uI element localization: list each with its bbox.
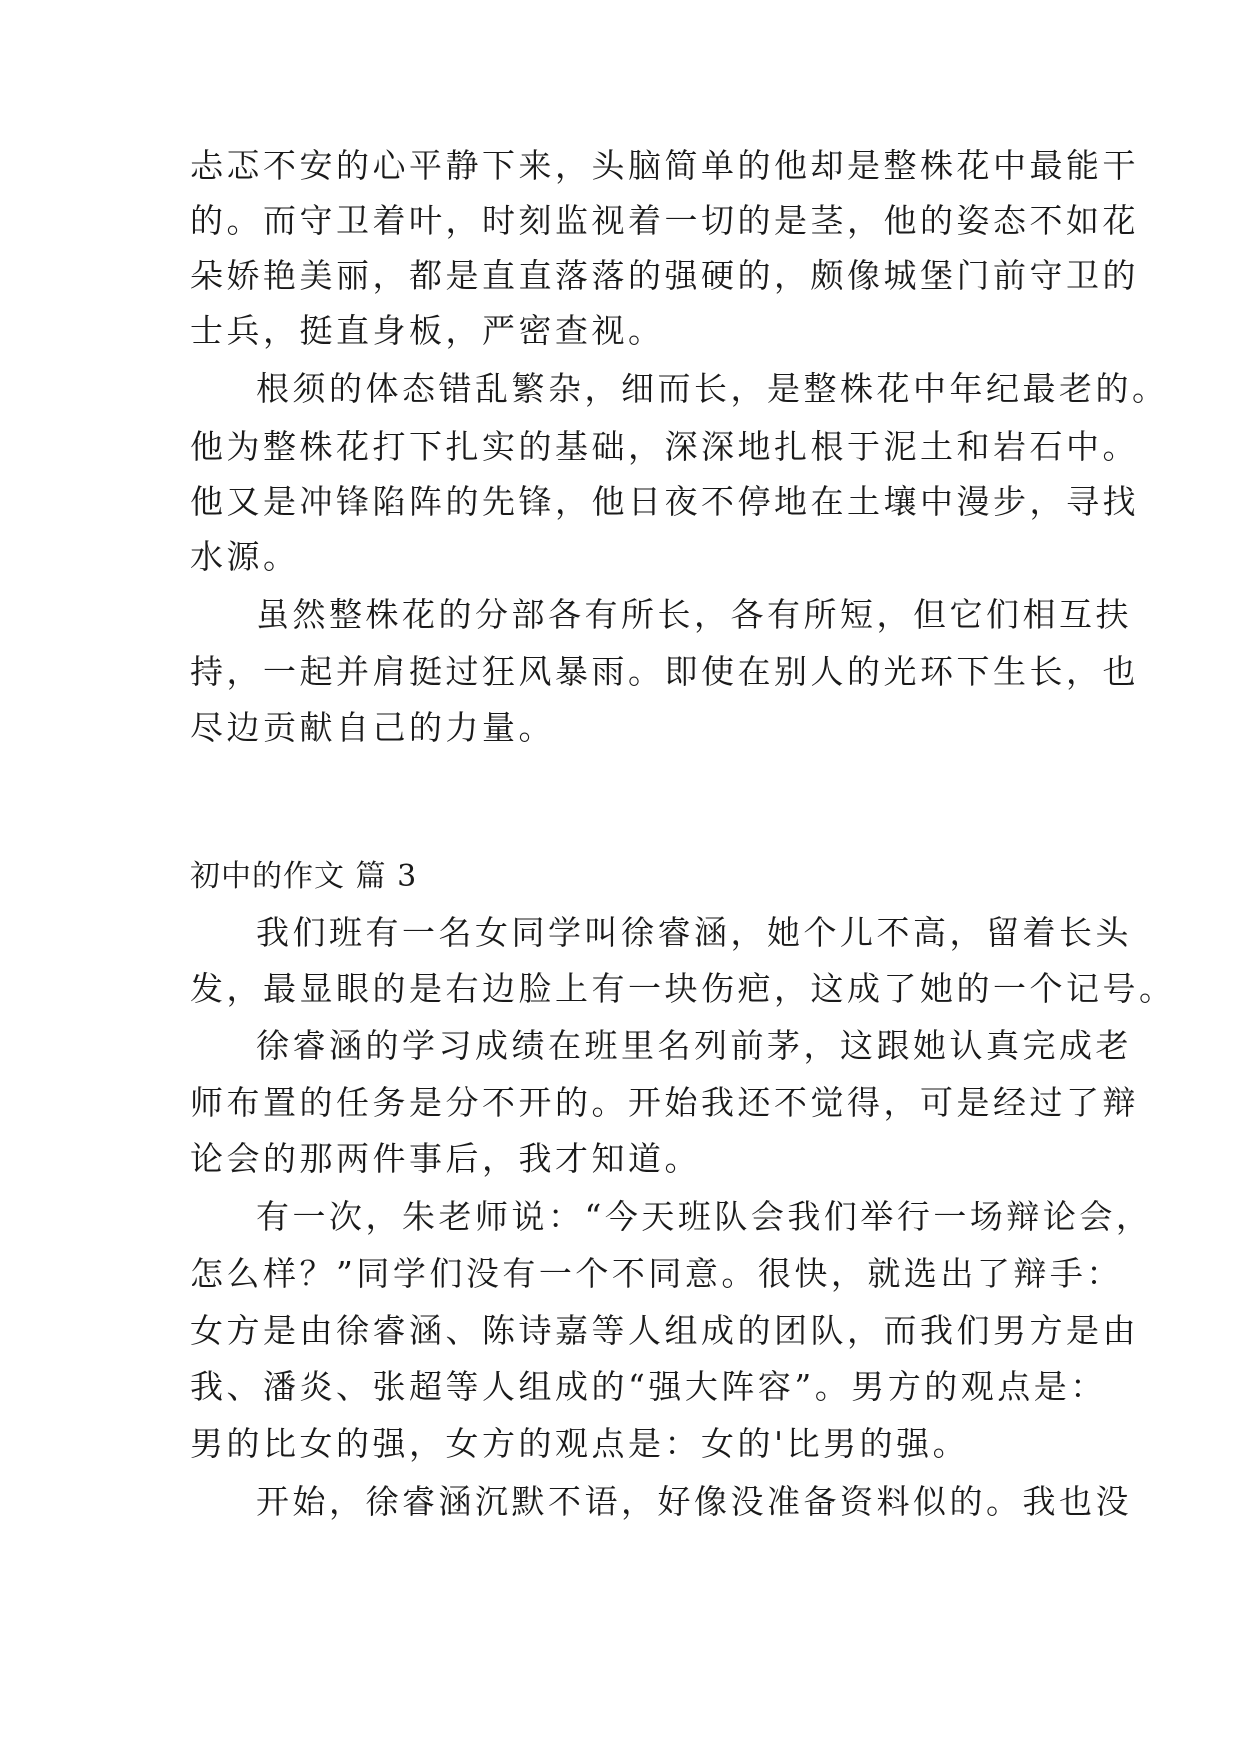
- text-line: 士兵，挺直身板，严密查视。: [190, 311, 665, 350]
- text-line: 师布置的任务是分不开的。开始我还不觉得，可是经过了辩: [190, 1083, 1139, 1122]
- text-line: 我、潘炎、张超等人组成的“强大阵容”。男方的观点是：: [190, 1367, 1107, 1406]
- text-line: 的。而守卫着叶，时刻监视着一切的是茎，他的姿态不如花: [190, 201, 1139, 240]
- text-line: 他又是冲锋陷阵的先锋，他日夜不停地在土壤中漫步，寻找: [190, 482, 1139, 521]
- text-line: 开始，徐睿涵沉默不语，好像没准备资料似的。我也没: [256, 1482, 1132, 1521]
- text-line: 朵娇艳美丽，都是直直落落的强硬的，颇像城堡门前守卫的: [190, 256, 1139, 295]
- text-line: 论会的那两件事后，我才知道。: [190, 1139, 701, 1178]
- text-line: 徐睿涵的学习成绩在班里名列前茅，这跟她认真完成老: [256, 1026, 1132, 1065]
- text-line: 忐忑不安的心平静下来，头脑简单的他却是整株花中最能干: [190, 146, 1139, 185]
- text-line: 他为整株花打下扎实的基础，深深地扎根于泥土和岩石中。: [190, 427, 1139, 466]
- text-line: 虽然整株花的分部各有所长，各有所短，但它们相互扶: [256, 595, 1132, 634]
- text-line: 有一次，朱老师说：“今天班队会我们举行一场辩论会，: [256, 1197, 1153, 1236]
- section-heading: 初中的作文 篇 3: [190, 859, 418, 894]
- text-line: 持，一起并肩挺过狂风暴雨。即使在别人的光环下生长，也: [190, 652, 1139, 691]
- text-line: 根须的体态错乱繁杂，细而长，是整株花中年纪最老的。: [256, 369, 1169, 408]
- text-line: 发，最显眼的是右边脸上有一块伤疤，这成了她的一个记号。: [190, 969, 1176, 1008]
- text-line: 尽边贡献自己的力量。: [190, 708, 555, 747]
- text-line: 我们班有一名女同学叫徐睿涵，她个儿不高，留着长头: [256, 913, 1132, 952]
- text-line: 女方是由徐睿涵、陈诗嘉等人组成的团队，而我们男方是由: [190, 1311, 1139, 1350]
- text-line: 怎么样？”同学们没有一个不同意。很快，就选出了辩手：: [190, 1254, 1123, 1293]
- text-line: 男的比女的强，女方的观点是：女的'比男的强。: [190, 1424, 970, 1463]
- text-line: 水源。: [190, 537, 300, 576]
